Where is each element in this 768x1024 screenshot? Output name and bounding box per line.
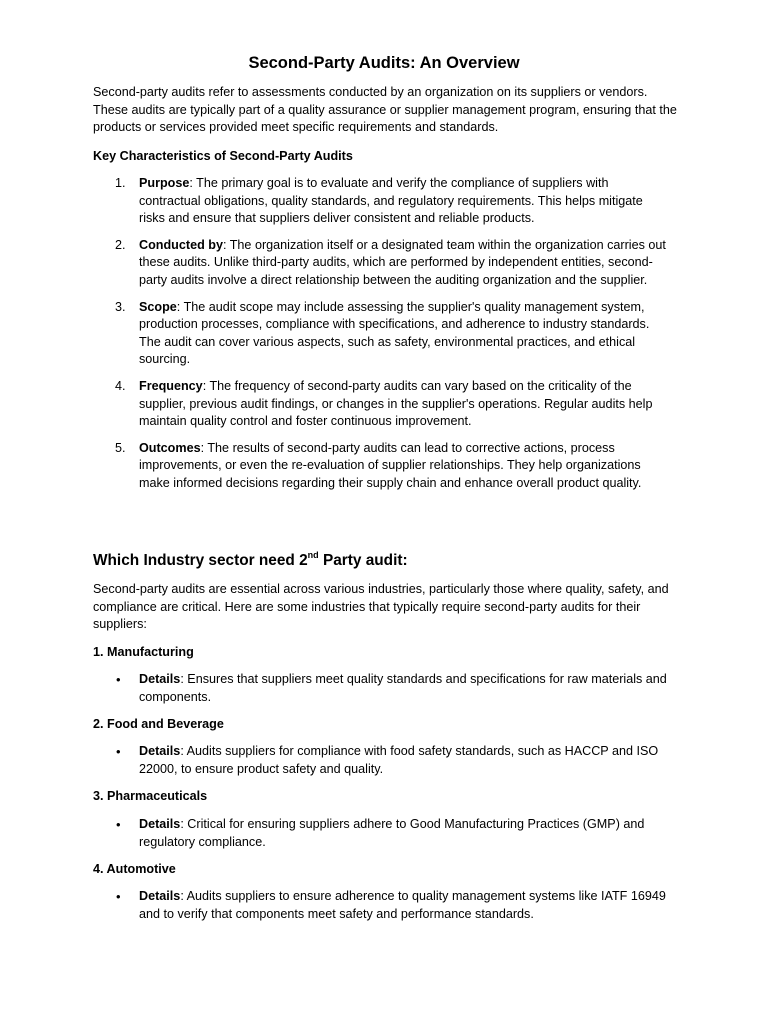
- characteristic-text: : The frequency of second-party audits can vary based on the criticality of the supplier, previous audit findings, or changes in the supplier's operations. Regular audits help maintain quality control and foster continuous improvement.: [139, 378, 653, 429]
- characteristic-term: Outcomes: [139, 440, 201, 455]
- characteristic-item: [115, 175, 669, 228]
- list-number: 4.: [115, 378, 126, 393]
- bullet-icon: •: [116, 817, 121, 832]
- detail-text: : Ensures that suppliers meet quality standards and specifications for raw materials and components.: [139, 672, 667, 704]
- characteristic-item: [115, 378, 669, 431]
- characteristic-item: [115, 237, 669, 290]
- bullet-icon: •: [116, 889, 121, 904]
- industry-heading: 4. Automotive: [93, 862, 176, 876]
- detail-label: Details: [139, 889, 181, 903]
- detail-text: : Audits suppliers for compliance with food safety standards, such as HACCP and ISO 22000, to ensure product safety and quality.: [139, 744, 659, 776]
- detail-label: Details: [139, 817, 181, 831]
- characteristics-list: [115, 175, 669, 502]
- key-characteristics-heading: Key Characteristics of Second-Party Audits: [93, 149, 353, 163]
- industry-heading: 3. Pharmaceuticals: [93, 789, 208, 803]
- characteristic-text: : The audit scope may include assessing the supplier's quality management system, production processes, compliance with specifications, and adherence to industry standards. The audit can cover various aspects, such as safety, environmental practices, and ethical sourcing.: [139, 299, 650, 367]
- intro-paragraph: Second-party audits refer to assessments conducted by an organization on its suppliers or vendors. These audits are typically part of a quality assurance or supplier management program, ensuring that the products or services provided meet specific requirements and standards.: [93, 85, 677, 135]
- characteristic-text: : The primary goal is to evaluate and verify the compliance of suppliers with contractual obligations, quality standards, and regulatory requirements. This helps mitigate risks and ensure that suppliers deliver consistent and reliable products.: [139, 176, 643, 226]
- document-title: Second-Party Audits: An Overview: [248, 54, 520, 72]
- industry-heading: 2. Food and Beverage: [93, 717, 224, 731]
- bullet-icon: •: [116, 744, 121, 759]
- industry-detail: [116, 816, 669, 851]
- detail-label: Details: [139, 744, 181, 758]
- characteristic-term: Purpose: [139, 176, 190, 190]
- industry-detail: [116, 671, 669, 706]
- list-number: 1.: [115, 176, 126, 190]
- sector-heading-superscript: nd: [307, 549, 319, 560]
- bullet-icon: •: [116, 672, 121, 687]
- sector-heading-text-end: Party audit:: [318, 552, 408, 569]
- industry-detail: [116, 888, 669, 923]
- list-number: 2.: [115, 237, 126, 252]
- industry-heading: 1. Manufacturing: [93, 645, 194, 659]
- characteristic-term: Conducted by: [139, 237, 223, 252]
- sector-heading-text: Which Industry sector need 2: [93, 552, 308, 569]
- characteristic-item: [115, 440, 669, 493]
- characteristic-text: : The results of second-party audits can lead to corrective actions, process improvements, or even the re-evaluation of supplier relationships. They help organizations make informed decisions regarding their supply chain and enhance overall product quality.: [139, 440, 642, 490]
- list-number: 3.: [115, 299, 126, 314]
- characteristic-term: Scope: [139, 299, 177, 314]
- detail-text: : Critical for ensuring suppliers adhere to Good Manufacturing Practices (GMP) and regulatory compliance.: [139, 817, 645, 849]
- list-number: 5.: [115, 440, 126, 455]
- detail-label: Details: [139, 672, 181, 686]
- industry-sector-heading: [93, 550, 408, 571]
- detail-text: : Audits suppliers to ensure adherence to quality management systems like IATF 16949 and to verify that components meet safety and performance standards.: [139, 889, 666, 921]
- characteristic-term: Frequency: [139, 378, 203, 393]
- industry-detail: [116, 743, 669, 778]
- characteristic-item: [115, 299, 669, 369]
- sector-intro-paragraph: Second-party audits are essential across various industries, particularly those where quality, safety, and compliance are critical. Here are some industries that typically require second-party audits for their suppliers:: [93, 582, 669, 632]
- characteristic-text: : The organization itself or a designated team within the organization carries out these audits. Unlike third-party audits, which are performed by independent entities, second-party audits involve a direct relationship between the auditing organization and the supplier.: [139, 237, 666, 287]
